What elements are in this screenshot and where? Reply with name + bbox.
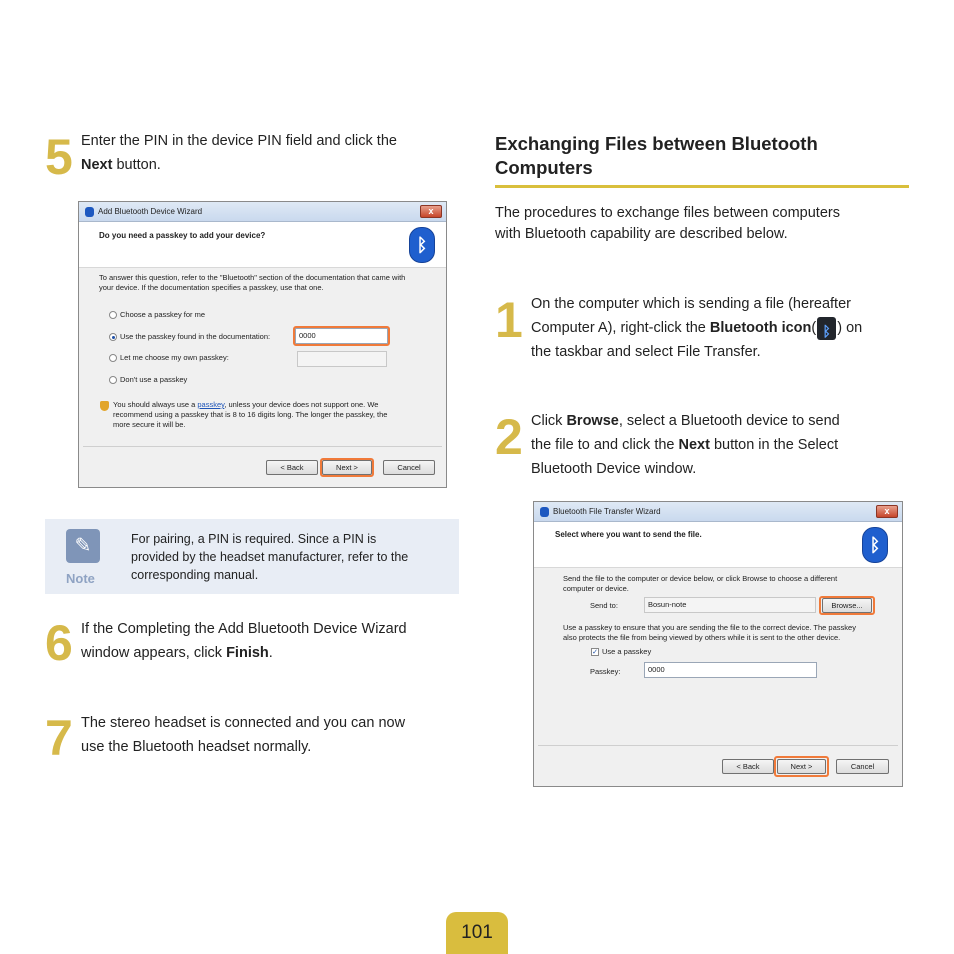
section-title-line-2: Computers <box>495 157 593 178</box>
step-number-7: 7 <box>45 710 73 766</box>
section-intro <box>495 203 905 245</box>
step-number-5: 5 <box>45 129 73 185</box>
step-2-line-1-pre: Click <box>531 413 567 429</box>
next-button[interactable]: Next > <box>322 460 372 475</box>
passkey-warning-text <box>113 400 413 430</box>
radio-choose-passkey[interactable] <box>109 311 117 319</box>
dialog1-info-line-1: To answer this question, refer to the "Bluetooth" section of the documentation that came with <box>99 273 406 282</box>
radio-use-documentation-passkey[interactable] <box>109 333 117 341</box>
warning-line-1-post: , unless your device does not support one. We <box>224 400 379 409</box>
add-bluetooth-device-wizard-dialog <box>78 201 447 488</box>
passkey-input[interactable]: 0000 <box>644 662 817 678</box>
send-to-label: Send to: <box>590 601 618 610</box>
step-number-1: 1 <box>495 292 523 348</box>
step-1-line-3: the taskbar and select File Transfer. <box>531 344 761 360</box>
dialog2-info-line-1: Send the file to the computer or device below, or click Browse to choose a different <box>563 574 838 583</box>
dialog1-info <box>99 273 439 293</box>
shield-warning-icon <box>100 401 109 411</box>
cancel-button[interactable]: Cancel <box>836 759 889 774</box>
bluetooth-file-transfer-wizard-dialog <box>533 501 903 787</box>
radio-no-passkey[interactable] <box>109 376 117 384</box>
passkey-input[interactable]: 0000 <box>295 328 388 344</box>
bluetooth-taskbar-icon <box>817 317 836 340</box>
bluetooth-icon <box>540 507 549 517</box>
passkey-info-line-2: also protects the file from being viewed by others while it is sent to the other device. <box>563 633 841 642</box>
passkey-highlight <box>293 326 390 346</box>
bluetooth-logo-icon: ᛒ <box>862 527 888 563</box>
step-number-2: 2 <box>495 409 523 465</box>
warning-line-1-pre: You should always use a <box>113 400 198 409</box>
intro-line-2: with Bluetooth capability are described below. <box>495 226 788 242</box>
browse-highlight <box>819 596 875 615</box>
dialog1-titlebar <box>79 202 446 222</box>
option-own-passkey-label: Let me choose my own passkey: <box>120 353 229 362</box>
step-number-6: 6 <box>45 615 73 671</box>
dialog1-question: Do you need a passkey to add your device? <box>99 231 266 240</box>
dialog2-info <box>563 574 893 594</box>
back-button[interactable]: < Back <box>722 759 774 774</box>
pencil-note-icon: ✎ <box>66 529 100 563</box>
dialog2-separator <box>538 745 898 746</box>
step-2-browse-bold: Browse <box>566 413 619 429</box>
next-button[interactable]: Next > <box>777 759 826 774</box>
dialog2-question: Select where you want to send the file. <box>555 530 702 539</box>
dialog2-title: Bluetooth File Transfer Wizard <box>553 507 661 516</box>
step-2-line-3: Bluetooth Device window. <box>531 461 697 477</box>
dialog1-header <box>79 222 446 268</box>
back-button[interactable]: < Back <box>266 460 318 475</box>
step-5-text <box>81 129 451 177</box>
step-5-line-2: button. <box>112 157 161 173</box>
step-5-next-bold: Next <box>81 157 113 173</box>
step-6-line-1: If the Completing the Add Bluetooth Device Wizard <box>81 621 407 637</box>
cancel-button[interactable]: Cancel <box>383 460 435 475</box>
use-passkey-label: Use a passkey <box>602 647 652 656</box>
warning-line-2: recommend using a passkey that is 8 to 16 digits long. The longer the passkey, the <box>113 410 388 419</box>
dialog1-title: Add Bluetooth Device Wizard <box>98 207 203 216</box>
note-line-3: corresponding manual. <box>131 568 259 582</box>
step-2-line-2-post: button in the Select <box>709 437 839 453</box>
warning-line-3: more secure it will be. <box>113 420 186 429</box>
step-6-line-2-pre: window appears, click <box>81 645 227 661</box>
bluetooth-logo-icon: ᛒ <box>409 227 435 263</box>
own-passkey-input[interactable] <box>297 351 387 367</box>
section-title-line-1: Exchanging Files between Bluetooth <box>495 133 818 154</box>
option-no-passkey-label: Don't use a passkey <box>120 375 188 384</box>
step-6-line-2-post: . <box>268 645 273 661</box>
next-highlight <box>774 756 829 777</box>
step-7-line-2: use the Bluetooth headset normally. <box>81 739 312 755</box>
step-1-bluetooth-icon-bold: Bluetooth icon <box>709 320 812 336</box>
step-2-line-2-pre: the file to and click the <box>531 437 679 453</box>
step-1-paren-open: ( <box>811 320 817 336</box>
send-to-field[interactable]: Bosun-note <box>644 597 816 613</box>
option-use-documentation-label: Use the passkey found in the documentation: <box>120 332 271 341</box>
dialog2-info-line-2: computer or device. <box>563 584 629 593</box>
use-passkey-checkbox[interactable]: ✓ <box>592 649 598 656</box>
intro-line-1: The procedures to exchange files between computers <box>495 205 840 221</box>
step-1-line-2-pre: Computer A), right-click the <box>531 320 710 336</box>
page-number: 101 <box>461 922 493 943</box>
bluetooth-icon <box>85 207 94 217</box>
note-line-2: provided by the headset manufacturer, refer to the <box>131 550 409 564</box>
step-2-next-bold: Next <box>678 437 710 453</box>
step-7-line-1: The stereo headset is connected and you can now <box>81 715 406 731</box>
passkey-info <box>563 623 898 643</box>
step-6-text <box>81 617 451 665</box>
step-1-text <box>531 292 911 364</box>
note-line-1: For pairing, a PIN is required. Since a PIN is <box>131 532 377 546</box>
step-7-text <box>81 711 451 759</box>
step-1-line-1: On the computer which is sending a file (hereafter <box>531 296 851 312</box>
note-label: Note <box>66 571 95 586</box>
note-text <box>131 530 446 584</box>
passkey-info-line-1: Use a passkey to ensure that you are sending the file to the correct device. The passkey <box>563 623 856 632</box>
dialog1-info-line-2: your device. If the documentation specifies a passkey, use that one. <box>99 283 324 292</box>
step-6-finish-bold: Finish <box>226 645 269 661</box>
dialog2-header <box>534 522 902 568</box>
radio-own-passkey[interactable] <box>109 354 117 362</box>
step-2-text <box>531 409 911 481</box>
section-divider <box>495 185 909 188</box>
step-2-line-1-post: , select a Bluetooth device to send <box>618 413 840 429</box>
next-highlight <box>320 458 374 477</box>
browse-button[interactable]: Browse... <box>822 598 872 613</box>
close-button[interactable]: x <box>876 505 898 518</box>
step-5-line-1: Enter the PIN in the device PIN field and click the <box>81 133 397 149</box>
dialog1-separator <box>83 446 442 447</box>
passkey-label: Passkey: <box>590 667 621 676</box>
option-choose-passkey-label: Choose a passkey for me <box>120 310 206 319</box>
passkey-link[interactable]: passkey <box>197 400 225 409</box>
section-title <box>495 132 895 180</box>
step-1-paren-close: ) on <box>837 320 863 336</box>
dialog2-titlebar <box>534 502 902 522</box>
close-button[interactable]: x <box>420 205 442 218</box>
